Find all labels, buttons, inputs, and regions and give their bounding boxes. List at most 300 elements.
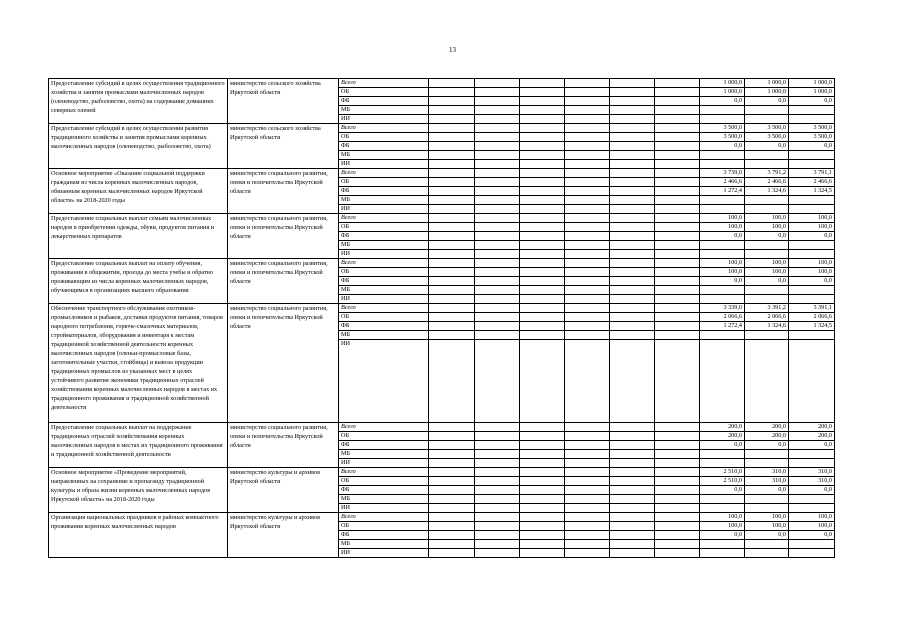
- empty-cell: [610, 250, 655, 259]
- empty-cell: [520, 187, 565, 196]
- amount-cell: 100,0: [745, 521, 789, 530]
- empty-cell: [610, 286, 655, 295]
- empty-cell: [429, 340, 475, 423]
- funding-source: Всего: [339, 467, 429, 476]
- amount-cell: 0,0: [700, 142, 745, 151]
- empty-cell: [475, 205, 520, 214]
- empty-cell: [610, 259, 655, 268]
- funding-source: ИИ: [339, 548, 429, 557]
- empty-cell: [520, 539, 565, 548]
- empty-cell: [429, 431, 475, 440]
- empty-cell: [610, 106, 655, 115]
- amount-cell: 100,0: [700, 512, 745, 521]
- funding-source: ОБ: [339, 521, 429, 530]
- funding-source: МБ: [339, 286, 429, 295]
- amount-cell: 0,0: [789, 277, 835, 286]
- empty-cell: [655, 548, 700, 557]
- funding-source: МБ: [339, 539, 429, 548]
- amount-cell: 310,0: [745, 476, 789, 485]
- empty-cell: [429, 539, 475, 548]
- amount-cell: 100,0: [745, 512, 789, 521]
- empty-cell: [429, 530, 475, 539]
- empty-cell: [520, 277, 565, 286]
- empty-cell: [655, 133, 700, 142]
- amount-cell: [745, 250, 789, 259]
- amount-cell: 100,0: [700, 223, 745, 232]
- empty-cell: [429, 277, 475, 286]
- amount-cell: 1 324,6: [745, 322, 789, 331]
- empty-cell: [520, 467, 565, 476]
- amount-cell: 0,0: [745, 277, 789, 286]
- amount-cell: 100,0: [789, 521, 835, 530]
- empty-cell: [475, 313, 520, 322]
- empty-cell: [520, 440, 565, 449]
- empty-cell: [475, 133, 520, 142]
- empty-cell: [655, 196, 700, 205]
- empty-cell: [475, 196, 520, 205]
- empty-cell: [565, 178, 610, 187]
- table-row: [49, 467, 835, 476]
- funding-source: Всего: [339, 259, 429, 268]
- empty-cell: [655, 169, 700, 178]
- amount-cell: 0,0: [789, 142, 835, 151]
- empty-cell: [565, 476, 610, 485]
- amount-cell: [789, 106, 835, 115]
- empty-cell: [475, 304, 520, 313]
- empty-cell: [520, 97, 565, 106]
- amount-cell: 100,0: [745, 259, 789, 268]
- amount-cell: 0,0: [700, 530, 745, 539]
- empty-cell: [429, 494, 475, 503]
- funding-source: ФБ: [339, 322, 429, 331]
- empty-cell: [565, 106, 610, 115]
- funding-source: ОБ: [339, 431, 429, 440]
- amount-cell: 3 500,0: [745, 133, 789, 142]
- table-row: [49, 259, 835, 268]
- empty-cell: [565, 449, 610, 458]
- empty-cell: [475, 286, 520, 295]
- empty-cell: [429, 214, 475, 223]
- amount-cell: 200,0: [700, 422, 745, 431]
- empty-cell: [610, 458, 655, 467]
- empty-cell: [520, 503, 565, 512]
- empty-cell: [565, 115, 610, 124]
- empty-cell: [565, 160, 610, 169]
- amount-cell: 3 391,2: [745, 304, 789, 313]
- amount-cell: [745, 241, 789, 250]
- empty-cell: [475, 494, 520, 503]
- amount-cell: 3 500,0: [700, 133, 745, 142]
- amount-cell: 3 500,0: [789, 133, 835, 142]
- empty-cell: [475, 539, 520, 548]
- empty-cell: [520, 548, 565, 557]
- amount-cell: [745, 449, 789, 458]
- empty-cell: [475, 503, 520, 512]
- empty-cell: [520, 340, 565, 423]
- budget-table: [48, 78, 835, 558]
- amount-cell: [700, 295, 745, 304]
- amount-cell: [789, 503, 835, 512]
- empty-cell: [565, 151, 610, 160]
- amount-cell: [700, 548, 745, 557]
- empty-cell: [565, 223, 610, 232]
- empty-cell: [429, 196, 475, 205]
- empty-cell: [475, 340, 520, 423]
- empty-cell: [475, 88, 520, 97]
- empty-cell: [565, 259, 610, 268]
- empty-cell: [565, 422, 610, 431]
- empty-cell: [655, 530, 700, 539]
- empty-cell: [429, 97, 475, 106]
- empty-cell: [610, 160, 655, 169]
- amount-cell: 1 324,6: [745, 187, 789, 196]
- empty-cell: [610, 133, 655, 142]
- table-row: [49, 422, 835, 431]
- empty-cell: [429, 115, 475, 124]
- amount-cell: [700, 503, 745, 512]
- empty-cell: [475, 142, 520, 151]
- executor: министерство сельского хозяйства Иркутской области: [228, 124, 339, 169]
- funding-source: ИИ: [339, 160, 429, 169]
- amount-cell: 2 066,6: [700, 313, 745, 322]
- empty-cell: [565, 79, 610, 88]
- empty-cell: [655, 440, 700, 449]
- empty-cell: [565, 331, 610, 340]
- empty-cell: [655, 539, 700, 548]
- amount-cell: [789, 340, 835, 423]
- amount-cell: [700, 115, 745, 124]
- empty-cell: [520, 449, 565, 458]
- amount-cell: 1 272,4: [700, 322, 745, 331]
- empty-cell: [429, 440, 475, 449]
- amount-cell: 0,0: [745, 485, 789, 494]
- empty-cell: [565, 214, 610, 223]
- amount-cell: [700, 494, 745, 503]
- empty-cell: [429, 79, 475, 88]
- amount-cell: [700, 196, 745, 205]
- empty-cell: [655, 467, 700, 476]
- empty-cell: [655, 79, 700, 88]
- empty-cell: [475, 97, 520, 106]
- empty-cell: [429, 322, 475, 331]
- amount-cell: [789, 548, 835, 557]
- amount-cell: [745, 286, 789, 295]
- empty-cell: [475, 259, 520, 268]
- funding-source: Всего: [339, 124, 429, 133]
- empty-cell: [565, 205, 610, 214]
- empty-cell: [565, 440, 610, 449]
- empty-cell: [520, 205, 565, 214]
- empty-cell: [565, 304, 610, 313]
- empty-cell: [565, 124, 610, 133]
- amount-cell: [789, 115, 835, 124]
- amount-cell: [789, 151, 835, 160]
- empty-cell: [429, 512, 475, 521]
- amount-cell: [700, 331, 745, 340]
- empty-cell: [655, 223, 700, 232]
- empty-cell: [610, 205, 655, 214]
- empty-cell: [475, 485, 520, 494]
- amount-cell: [789, 331, 835, 340]
- amount-cell: 1 324,5: [789, 322, 835, 331]
- empty-cell: [475, 295, 520, 304]
- empty-cell: [655, 521, 700, 530]
- amount-cell: 1 000,0: [700, 88, 745, 97]
- empty-cell: [610, 548, 655, 557]
- empty-cell: [610, 277, 655, 286]
- amount-cell: 3 391,1: [789, 304, 835, 313]
- empty-cell: [565, 196, 610, 205]
- measure-description: Основное мероприятие «Проведение мероприятий, направленных на сохранение и пропаганду традиционной культуры и образа жизни коренных малочисленных народов Иркутской области» на 2018-2020 годы: [49, 467, 228, 512]
- amount-cell: [789, 539, 835, 548]
- empty-cell: [429, 241, 475, 250]
- amount-cell: [745, 494, 789, 503]
- amount-cell: [700, 106, 745, 115]
- empty-cell: [655, 259, 700, 268]
- amount-cell: 0,0: [789, 485, 835, 494]
- amount-cell: [700, 241, 745, 250]
- empty-cell: [475, 223, 520, 232]
- table-row: [49, 169, 835, 178]
- amount-cell: [789, 160, 835, 169]
- executor: министерство культуры и архивов Иркутской области: [228, 512, 339, 557]
- table-row: [49, 79, 835, 88]
- empty-cell: [520, 530, 565, 539]
- amount-cell: [745, 331, 789, 340]
- amount-cell: 3 500,0: [700, 124, 745, 133]
- funding-source: Всего: [339, 422, 429, 431]
- funding-source: ИИ: [339, 250, 429, 259]
- empty-cell: [655, 313, 700, 322]
- empty-cell: [565, 97, 610, 106]
- amount-cell: [700, 160, 745, 169]
- empty-cell: [655, 142, 700, 151]
- empty-cell: [429, 467, 475, 476]
- empty-cell: [429, 458, 475, 467]
- amount-cell: [789, 494, 835, 503]
- empty-cell: [610, 494, 655, 503]
- amount-cell: 2 066,6: [745, 313, 789, 322]
- funding-source: ИИ: [339, 205, 429, 214]
- empty-cell: [520, 322, 565, 331]
- empty-cell: [655, 431, 700, 440]
- empty-cell: [520, 178, 565, 187]
- funding-source: ФБ: [339, 440, 429, 449]
- measure-description: Предоставление социальных выплат семьям малочисленных народов в приобретении одежды, обуви, продуктов питания и лекарственных препаратов: [49, 214, 228, 259]
- amount-cell: 100,0: [789, 268, 835, 277]
- amount-cell: 0,0: [745, 142, 789, 151]
- amount-cell: [745, 340, 789, 423]
- empty-cell: [429, 151, 475, 160]
- empty-cell: [475, 241, 520, 250]
- empty-cell: [520, 286, 565, 295]
- empty-cell: [610, 196, 655, 205]
- empty-cell: [475, 440, 520, 449]
- amount-cell: 100,0: [789, 259, 835, 268]
- empty-cell: [655, 458, 700, 467]
- empty-cell: [520, 494, 565, 503]
- amount-cell: [700, 340, 745, 423]
- empty-cell: [655, 124, 700, 133]
- amount-cell: 0,0: [789, 97, 835, 106]
- empty-cell: [475, 169, 520, 178]
- amount-cell: 0,0: [789, 440, 835, 449]
- empty-cell: [610, 340, 655, 423]
- amount-cell: [700, 205, 745, 214]
- empty-cell: [655, 512, 700, 521]
- amount-cell: 310,0: [745, 467, 789, 476]
- empty-cell: [475, 530, 520, 539]
- empty-cell: [429, 268, 475, 277]
- empty-cell: [429, 485, 475, 494]
- amount-cell: 0,0: [700, 277, 745, 286]
- empty-cell: [475, 268, 520, 277]
- empty-cell: [520, 142, 565, 151]
- amount-cell: [789, 241, 835, 250]
- amount-cell: [789, 458, 835, 467]
- amount-cell: 2 510,0: [700, 467, 745, 476]
- empty-cell: [610, 268, 655, 277]
- empty-cell: [475, 467, 520, 476]
- empty-cell: [429, 422, 475, 431]
- empty-cell: [429, 304, 475, 313]
- funding-source: МБ: [339, 196, 429, 205]
- amount-cell: [700, 286, 745, 295]
- empty-cell: [610, 467, 655, 476]
- empty-cell: [520, 160, 565, 169]
- empty-cell: [429, 331, 475, 340]
- amount-cell: [700, 449, 745, 458]
- empty-cell: [429, 232, 475, 241]
- empty-cell: [475, 250, 520, 259]
- empty-cell: [520, 295, 565, 304]
- empty-cell: [429, 313, 475, 322]
- empty-cell: [520, 431, 565, 440]
- amount-cell: 2 466,6: [700, 178, 745, 187]
- empty-cell: [610, 115, 655, 124]
- empty-cell: [655, 97, 700, 106]
- amount-cell: [745, 205, 789, 214]
- amount-cell: [789, 449, 835, 458]
- empty-cell: [610, 485, 655, 494]
- empty-cell: [565, 521, 610, 530]
- funding-source: Всего: [339, 169, 429, 178]
- empty-cell: [565, 142, 610, 151]
- measure-description: Основное мероприятие «Оказание социальной поддержки гражданам из числа коренных малочисленных народов, обязанным коренных малочисленных народов Иркутской области» на 2018-2020 годы: [49, 169, 228, 214]
- funding-source: ИИ: [339, 503, 429, 512]
- empty-cell: [610, 223, 655, 232]
- empty-cell: [610, 178, 655, 187]
- empty-cell: [520, 268, 565, 277]
- amount-cell: 2 466,6: [789, 178, 835, 187]
- funding-source: МБ: [339, 241, 429, 250]
- empty-cell: [655, 88, 700, 97]
- empty-cell: [475, 106, 520, 115]
- empty-cell: [429, 160, 475, 169]
- empty-cell: [475, 548, 520, 557]
- funding-source: ИИ: [339, 340, 429, 423]
- empty-cell: [429, 548, 475, 557]
- amount-cell: 1 000,0: [789, 88, 835, 97]
- amount-cell: 3 739,0: [700, 169, 745, 178]
- empty-cell: [610, 539, 655, 548]
- amount-cell: [700, 539, 745, 548]
- executor: министерство социального развития, опеки и попечительства Иркутской области: [228, 422, 339, 467]
- amount-cell: 2 466,6: [745, 178, 789, 187]
- empty-cell: [429, 223, 475, 232]
- funding-source: МБ: [339, 331, 429, 340]
- empty-cell: [429, 476, 475, 485]
- executor: министерство социального развития, опеки и попечительства Иркутской области: [228, 214, 339, 259]
- empty-cell: [565, 458, 610, 467]
- amount-cell: 200,0: [745, 422, 789, 431]
- empty-cell: [475, 214, 520, 223]
- empty-cell: [655, 160, 700, 169]
- amount-cell: [745, 295, 789, 304]
- amount-cell: 100,0: [700, 259, 745, 268]
- empty-cell: [565, 340, 610, 423]
- empty-cell: [610, 97, 655, 106]
- amount-cell: 0,0: [745, 440, 789, 449]
- empty-cell: [429, 259, 475, 268]
- empty-cell: [655, 286, 700, 295]
- measure-description: Предоставление субсидий в целях осуществления развития традиционного хозяйства и занятия промыслами коренных малочисленных народов (оленеводство, рыболовство, охота): [49, 124, 228, 169]
- empty-cell: [475, 431, 520, 440]
- funding-source: ОБ: [339, 133, 429, 142]
- funding-source: ИИ: [339, 458, 429, 467]
- empty-cell: [565, 286, 610, 295]
- empty-cell: [610, 79, 655, 88]
- amount-cell: [745, 503, 789, 512]
- empty-cell: [475, 331, 520, 340]
- amount-cell: 100,0: [789, 214, 835, 223]
- measure-description: Обеспечение транспортного обслуживания охотников-промысловиков и рыбаков, доставки продуктов питания, товаров народного потребления, горюче-смазочных материалов, стройматериалов, оборудования и инвентаря к местам традиционной хозяйственной деятельности коренных малочисленных народов (оленьи-промысловые базы, заготовительные участки, стойбища) и вывоза продукции традиционных промыслов из указанных мест в целях устойчивого развития экономики традиционных отраслей хозяйствования коренных малочисленных народов в местах их традиционного проживания и традиционной хозяйственной деятельности: [49, 304, 228, 423]
- empty-cell: [475, 160, 520, 169]
- empty-cell: [565, 88, 610, 97]
- empty-cell: [610, 151, 655, 160]
- amount-cell: 3 791,2: [745, 169, 789, 178]
- amount-cell: 1 000,0: [700, 79, 745, 88]
- empty-cell: [429, 142, 475, 151]
- amount-cell: 1 272,4: [700, 187, 745, 196]
- empty-cell: [429, 187, 475, 196]
- empty-cell: [610, 431, 655, 440]
- empty-cell: [429, 286, 475, 295]
- amount-cell: [745, 458, 789, 467]
- amount-cell: 100,0: [700, 214, 745, 223]
- empty-cell: [565, 431, 610, 440]
- amount-cell: [789, 286, 835, 295]
- empty-cell: [520, 124, 565, 133]
- amount-cell: 3 500,0: [789, 124, 835, 133]
- empty-cell: [610, 304, 655, 313]
- empty-cell: [429, 521, 475, 530]
- empty-cell: [520, 331, 565, 340]
- measure-description: Предоставление социальных выплат на поддержание традиционных отраслей хозяйствования коренных малочисленных народов в местах их традиционного проживания и традиционной хозяйственной деятельности: [49, 422, 228, 467]
- empty-cell: [655, 115, 700, 124]
- empty-cell: [475, 178, 520, 187]
- empty-cell: [520, 485, 565, 494]
- executor: министерство социального развития, опеки и попечительства Иркутской области: [228, 259, 339, 304]
- amount-cell: [700, 458, 745, 467]
- empty-cell: [655, 476, 700, 485]
- empty-cell: [520, 115, 565, 124]
- empty-cell: [520, 521, 565, 530]
- empty-cell: [520, 232, 565, 241]
- amount-cell: 0,0: [745, 232, 789, 241]
- amount-cell: 0,0: [789, 530, 835, 539]
- empty-cell: [565, 232, 610, 241]
